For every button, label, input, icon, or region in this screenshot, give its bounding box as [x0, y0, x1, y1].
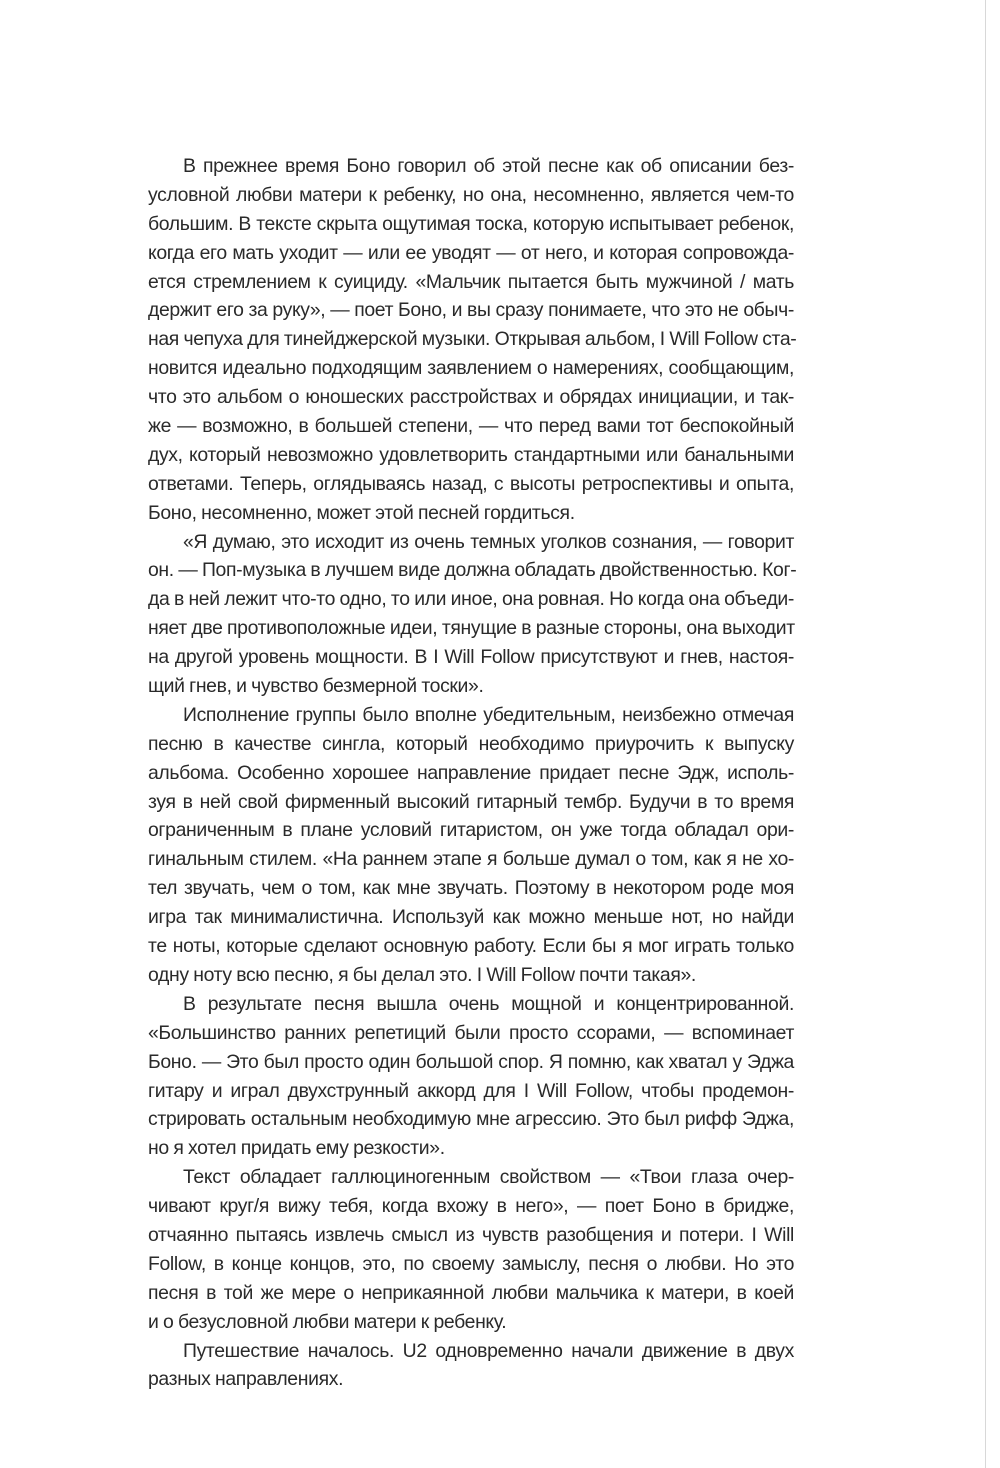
text-line: Путешествие началось. U2 одновременно начали движение в двух	[183, 1339, 794, 1362]
text-line: песня в той же мере о неприкаянной любви мальчика к матери, в коей	[148, 1281, 794, 1304]
text-line: зуя в ней свой фирменный высокий гитарный тембр. Будучи в то время	[148, 790, 794, 813]
text-line: игра так минималистична. Используй как можно меньше нот, но найди	[148, 906, 794, 929]
text-line: разных направлениях.	[148, 1368, 344, 1391]
text-line: Исполнение группы было вполне убедительным, неизбежно отмечая	[183, 703, 794, 726]
text-line: Боно, несомненно, может этой песней гордиться.	[148, 501, 575, 524]
text-line: ответами. Теперь, оглядываясь назад, с высоты ретроспективы и опыта,	[148, 472, 794, 495]
text-line: гинальным стилем. «На раннем этапе я больше думал о том, как я не хо-	[148, 848, 794, 871]
text-line: «Я думаю, это исходит из очень темных уголков сознания, — говорит	[183, 530, 794, 553]
text-line: держит его за руку», — поет Боно, и вы сразу понимаете, что это не обыч-	[148, 299, 794, 322]
text-line: же — возможно, в большей степени, — что перед вами тот беспокойный	[148, 415, 794, 438]
text-line: тел звучать, чем о том, как мне звучать. Поэтому в некотором роде моя	[148, 877, 794, 900]
text-line: чивают круг/я вижу тебя, когда вхожу в него», — поет Боно в бридже,	[148, 1195, 794, 1218]
text-line: ется стремлением к суициду. «Мальчик пытается быть мужчиной / мать	[148, 270, 794, 293]
text-line: одну ноту всю песню, я бы делал это. I Will Follow почти такая».	[148, 963, 696, 986]
text-line: и о безусловной любви матери к ребенку.	[148, 1310, 507, 1333]
text-line: дух, который невозможно удовлетворить стандартными или банальными	[148, 443, 794, 466]
text-line: альбома. Особенно хорошее направление придает песне Эдж, исполь-	[148, 761, 794, 784]
text-line: новится идеально подходящим заявлением о намерениях, сообщающим,	[148, 357, 794, 380]
body-text	[148, 152, 797, 1394]
text-line: стрировать остальным необходимую мне агрессию. Это был рифф Эджа,	[148, 1108, 794, 1131]
text-line: большим. В тексте скрыта ощутимая тоска, которую испытывает ребенок,	[148, 212, 794, 235]
text-line: «Большинство ранних репетиций были просто ссорами, — вспоминает	[148, 1021, 794, 1044]
text-line: В прежнее время Боно говорил об этой песне как об описании без-	[183, 155, 794, 177]
page-edge-divider	[985, 0, 986, 1468]
text-line: ная чепуха для тинейджерской музыки. Открывая альбом, I Will Follow ста-	[148, 328, 797, 351]
text-line: что это альбом о юношеских расстройствах и обрядах инициации, и так-	[148, 386, 794, 409]
text-line: на другой уровень мощности. В I Will Follow присутствуют и гнев, настоя-	[148, 646, 794, 669]
text-line: но я хотел придать ему резкости».	[148, 1137, 445, 1160]
text-line: песню в качестве сингла, который необходимо приурочить к выпуску	[148, 732, 794, 755]
text-line: когда его мать уходит — или ее уводят — от него, и которая сопровожда-	[148, 241, 794, 264]
text-line: щий гнев, и чувство безмерной тоски».	[148, 675, 484, 698]
text-line: Follow, в конце концов, это, по своему замыслу, песня о любви. Но это	[148, 1252, 794, 1275]
text-line: ограниченным в плане условий гитаристом, он уже тогда обладал ори-	[148, 819, 794, 842]
text-line: да в ней лежит что-то одно, то или иное, она ровная. Но когда она объеди-	[148, 588, 794, 611]
text-line: В результате песня вышла очень мощной и концентрированной.	[183, 992, 794, 1015]
text-line: гитару и играл двухструнный аккорд для I Will Follow, чтобы продемон-	[148, 1079, 794, 1102]
text-line: условной любви матери к ребенку, но она, несомненно, является чем-то	[148, 183, 794, 206]
text-line: Текст обладает галлюциногенным свойством — «Твои глаза очер-	[183, 1166, 794, 1189]
text-line: те ноты, которые сделают основную работу. Если бы я мог играть только	[148, 935, 794, 958]
text-line: Боно. — Это был просто один большой спор. Я помню, как хватал у Эджа	[148, 1050, 794, 1073]
text-line: няет две противоположные идеи, тянущие в разные стороны, она выходит	[148, 617, 795, 640]
text-line: отчаянно пытаясь извлечь смысл из чувств разобщения и потери. I Will	[148, 1223, 794, 1246]
text-line: он. — Поп-музыка в лучшем виде должна обладать двойственностью. Ког-	[148, 559, 797, 582]
